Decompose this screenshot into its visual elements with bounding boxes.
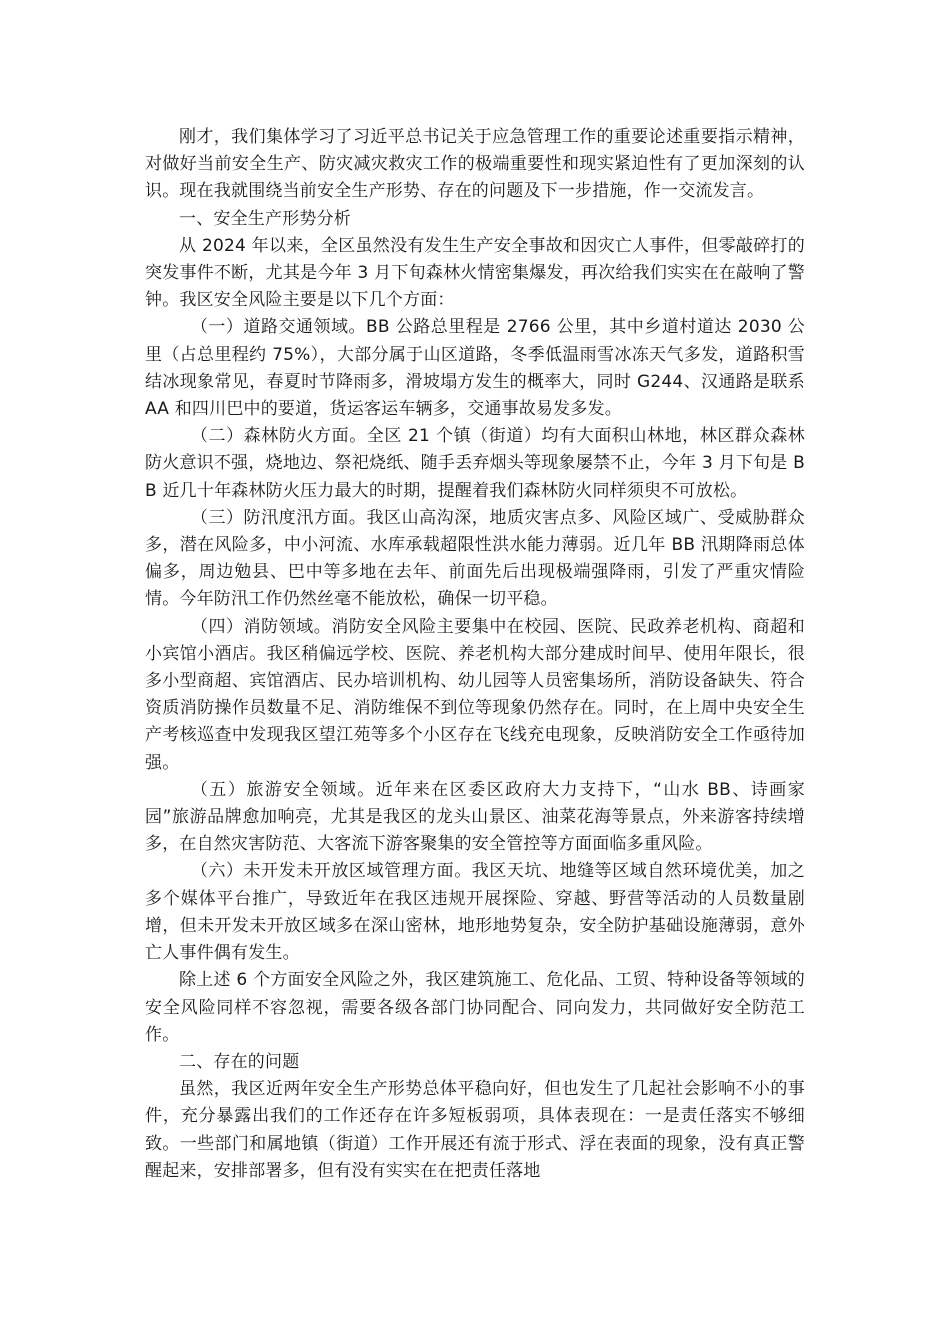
item-fire-safety: （四）消防领域。消防安全风险主要集中在校园、医院、民政养老机构、商超和小宾馆小酒店。我区稍偏远学校、医院、养老机构大部分建成时间早、使用年限长，很多小型商超、宾馆酒店、民办培训机构、幼儿园等人员密集场所，消防设备缺失、符合资质消防操作员数量不足、消防维保不到位等现象仍然存在。同时，在上周中央安全生产考核巡查中发现我区望江苑等多个小区存在飞线充电现象，反映消防安全工作亟待加强。 bbox=[145, 616, 805, 773]
item-undeveloped-areas: （六）未开发未开放区域管理方面。我区天坑、地缝等区域自然环境优美，加之多个媒体平台推广，导致近年在我区违规开展探险、穿越、野营等活动的人员数量剧增，但未开发未开放区域多在深山密林，地形地势复杂，安全防护基础设施薄弱，意外亡人事件偶有发生。 bbox=[145, 861, 805, 964]
document-body bbox=[145, 124, 805, 1185]
situation-paragraph: 从 2024 年以来，全区虽然没有发生生产安全事故和因灾亡人事件，但零敲碎打的突发事件不断，尤其是今年 3 月下旬森林火情密集爆发，再次给我们实实在在敲响了警钟。我区安全风险主要是以下几个方面： bbox=[145, 235, 805, 311]
item-tourism-safety: （五）旅游安全领域。近年来在区委区政府大力支持下，“山水 BB、诗画家园”旅游品牌愈加响亮，尤其是我区的龙头山景区、油菜花海等景点，外来游客持续增多，在自然灾害防范、大客流下游客聚集的安全管控等方面面临多重风险。 bbox=[145, 779, 805, 855]
item-flood-control: （三）防汛度汛方面。我区山高沟深，地质灾害点多、风险区域广、受威胁群众多，潜在风险多，中小河流、水库承载超限性洪水能力薄弱。近几年 BB 汛期降雨总体偏多，周边勉县、巴中等多地在去年、前面先后出现极端强降雨，引发了严重灾情险情。今年防汛工作仍然丝毫不能放松，确保一切平稳。 bbox=[145, 507, 805, 610]
section-heading-situation: 一、安全生产形势分析 bbox=[179, 208, 351, 229]
item-forest-fire: （二）森林防火方面。全区 21 个镇（街道）均有大面积山林地，林区群众森林防火意识不强，烧地边、祭祀烧纸、随手丢弃烟头等现象屡禁不止，今年 3 月下旬是 BB 近几十年森林防火压力最大的时期，提醒着我们森林防火同样须臾不可放松。 bbox=[145, 426, 805, 501]
section-heading-problems: 二、存在的问题 bbox=[179, 1051, 300, 1072]
intro-paragraph: 刚才，我们集体学习了习近平总书记关于应急管理工作的重要论述重要指示精神，对做好当前安全生产、防灾减灾救灾工作的极端重要性和现实紧迫性有了更加深刻的认识。现在我就围绕当前安全生产形势、存在的问题及下一步措施，作一交流发言。 bbox=[145, 127, 805, 202]
item-road-traffic: （一）道路交通领域。BB 公路总里程是 2766 公里，其中乡道村道达 2030 公里（占总里程约 75%），大部分属于山区道路，冬季低温雨雪冰冻天气多发，道路积雪结冰现象常见，春夏时节降雨多，滑坡塌方发生的概率大，同时 G244、汉通路是联系 AA 和四川巴中的要道，货运客运车辆多，交通事故易发多发。 bbox=[145, 317, 805, 420]
summary-paragraph: 除上述 6 个方面安全风险之外，我区建筑施工、危化品、工贸、特种设备等领域的安全风险同样不容忽视，需要各级各部门协同配合、同向发力，共同做好安全防范工作。 bbox=[145, 970, 805, 1045]
problems-paragraph: 虽然，我区近两年安全生产形势总体平稳向好，但也发生了几起社会影响不小的事件，充分暴露出我们的工作还存在许多短板弱项，具体表现在：一是责任落实不够细致。一些部门和属地镇（街道）工作开展还有流于形式、浮在表面的现象，没有真正警醒起来，安排部署多，但有没有实实在在把责任落地 bbox=[145, 1079, 805, 1181]
